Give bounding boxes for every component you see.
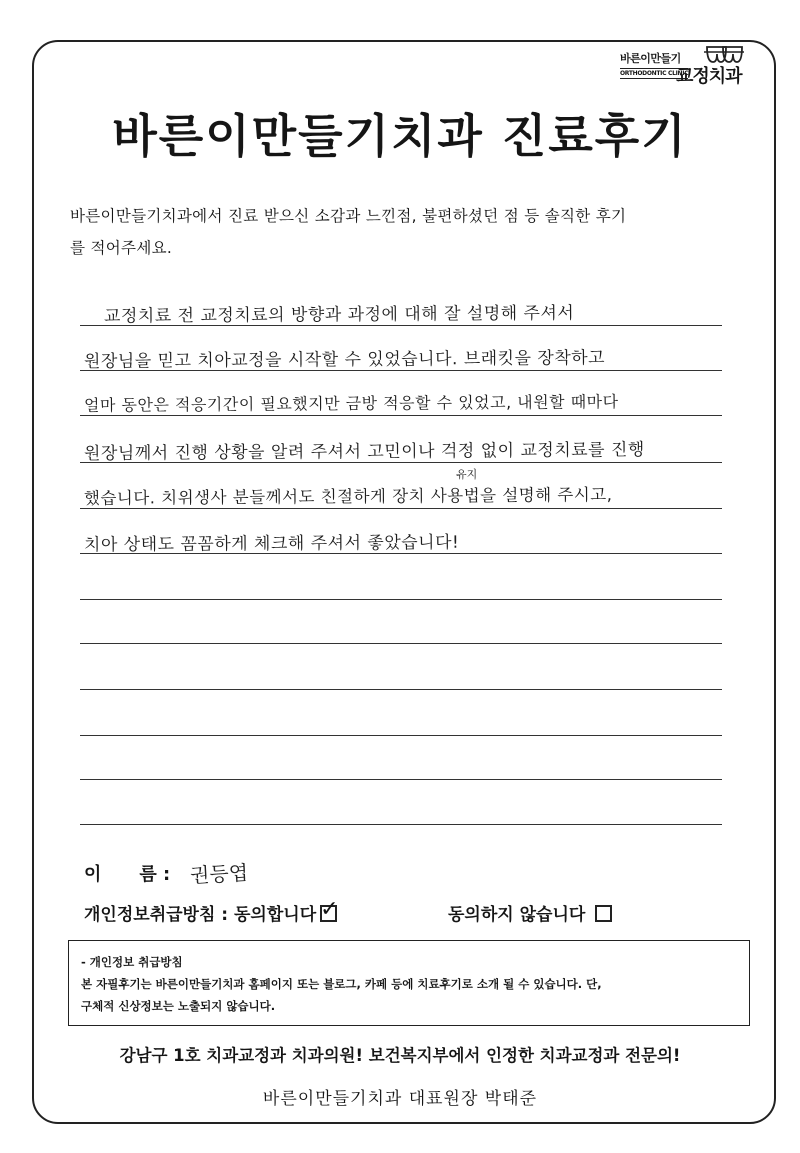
signature: 권등엽 [189,860,249,888]
ruled-line [80,689,722,690]
logo-line-3: 교정치과 [676,66,742,87]
privacy-notice-line-2: 구체적 신상정보는 노출되지 않습니다. [81,999,276,1013]
consent-disagree [448,900,612,925]
ruled-line [80,643,722,644]
logo-line-1: 바른이만들기 [620,52,681,65]
name-label: 이 름 : [84,864,171,885]
disagree-checkbox[interactable] [595,905,612,922]
instruction-line-2: 를 적어주세요. [70,239,173,257]
check-mark-icon: ✓ [320,897,339,922]
consent-agree [84,897,339,925]
privacy-notice-line-1: 본 자필후기는 바른이만들기치과 홈페이지 또는 블로그, 카페 등에 치료후기로 소개 될 수 있습니다. 단, [81,977,602,991]
ruled-line [80,599,722,600]
consent-agree-label: 개인정보취급방침 : 동의합니다 [84,905,317,925]
handwritten-line: 치아 상태도 꼼꼼하게 체크해 주셔서 좋았습니다! [83,532,460,556]
privacy-notice-box [68,940,750,1026]
agree-checkbox[interactable] [320,897,339,922]
consent-disagree-label: 동의하지 않습니다 [448,905,586,925]
handwritten-insertion: 유지 [456,468,478,481]
ruled-line [80,735,722,736]
ruled-line [80,779,722,780]
handwritten-line: 원장님을 믿고 치아교정을 시작할 수 있었습니다. 브래킷을 장착하고 [83,348,606,372]
clinic-logo [620,44,750,96]
page-title: 바른이만들기치과 진료후기 [112,109,688,163]
handwritten-line: 원장님께서 진행 상황을 알려 주셔서 고민이나 걱정 없이 교정치료를 진행 [83,440,645,464]
handwritten-line: 얼마 동안은 적응기간이 필요했지만 금방 적응할 수 있었고, 내원할 때마다 [83,392,619,415]
instruction-text [70,200,750,264]
logo-line-2: ORTHODONTIC CLINIC [620,70,689,77]
handwritten-line: 했습니다. 치위생사 분들께서도 친절하게 장치 사용법을 설명해 주시고, [83,485,613,508]
director-name: 바른이만들기치과 대표원장 박태준 [262,1089,538,1109]
privacy-notice-heading: - 개인정보 취급방침 [81,955,183,969]
ruled-line [80,824,722,825]
clinic-slogan: 강남구 1호 치과교정과 치과의원! 보건복지부에서 인정한 치과교정과 전문의! [119,1046,681,1065]
handwritten-line: 교정치료 전 교정치료의 방향과 과정에 대해 잘 설명해 주셔서 [103,303,575,327]
instruction-line-1: 바른이만들기치과에서 진료 받으신 소감과 느낀점, 불편하셨던 점 등 솔직한 후기 [70,207,627,225]
